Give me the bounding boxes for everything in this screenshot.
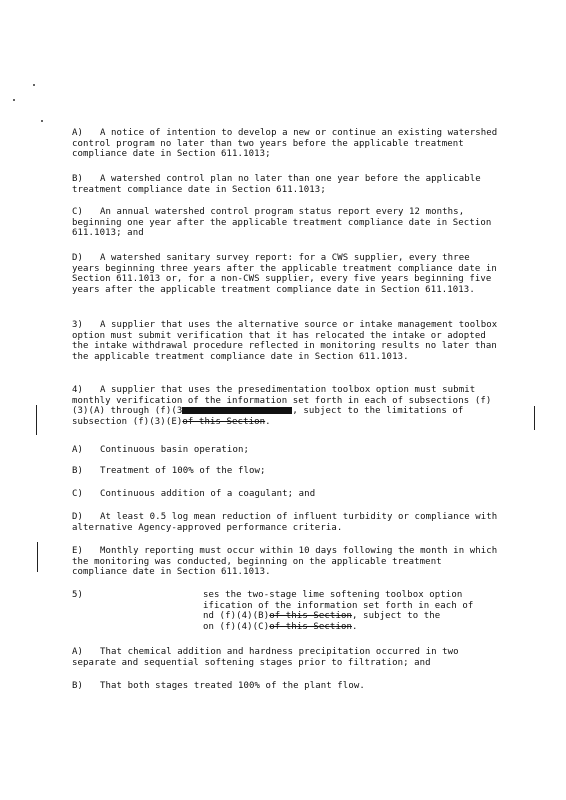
item-a-softening	[72, 647, 502, 668]
item-text: Monthly reporting must occur within 10 days following the month in which the monitoring was conducted, beginning on the applicable treatment compliance date in Section 611.1013.	[72, 546, 503, 577]
subsection-text: A notice of intention to develop a new or continue an existing watershed control program no later than two years before the applicable treatment compliance date in Section 611.1013;	[72, 128, 503, 159]
item-text: Continuous basin operation;	[100, 445, 249, 455]
paragraph-text-continued: , subject to the limitations of subsection (f)(3)(E)	[72, 406, 469, 427]
subsection-label: A)	[72, 128, 84, 138]
paragraph-text: A supplier that uses the alternative source or intake management toolbox option must submit verification that it has relocated the intake or adopted the intake withdrawal procedure reflected in monitoring results no later than the applicable treatment compliance date in Section 611.1013.	[72, 320, 503, 362]
item-text: That both stages treated 100% of the plant flow.	[100, 681, 365, 691]
scan-speck	[13, 99, 15, 101]
paragraph-end: .	[265, 416, 271, 427]
revision-bar	[36, 405, 37, 435]
subsection-text: An annual watershed control program status report every 12 months, beginning one year after the applicable treatment compliance date in Section 611.1013; and	[72, 207, 497, 238]
subsection-label: D)	[72, 253, 84, 263]
item-text: That chemical addition and hardness precipitation occurred in two separate and sequential softening stages prior to filtration; and	[72, 647, 465, 668]
subsection-b	[72, 174, 502, 195]
paragraph-label: 3)	[72, 320, 84, 330]
paragraph-line: on (f)(4)(C)	[203, 621, 270, 632]
item-label: C)	[72, 489, 84, 499]
struck-text: of this Section	[269, 621, 353, 632]
subsection-a	[72, 128, 502, 160]
paragraph-line: .	[352, 621, 358, 632]
paragraph-label: 5)	[72, 590, 84, 600]
item-text: Treatment of 100% of the flow;	[100, 466, 266, 476]
paragraph-text: A supplier that uses the presedimentation toolbox option must submit monthly verification of the information set forth in each of subsections (f)(3)(A) through (f)(3	[72, 385, 492, 416]
paragraph-3	[72, 320, 502, 362]
item-label: E)	[72, 546, 84, 556]
item-e	[72, 546, 502, 578]
item-d	[72, 512, 502, 533]
revision-bar	[37, 542, 38, 572]
item-label: B)	[72, 681, 84, 691]
item-label: A)	[72, 445, 84, 455]
struck-text: of this Section	[269, 611, 353, 621]
subsection-c	[72, 207, 502, 239]
item-label: B)	[72, 466, 84, 476]
item-b	[72, 466, 502, 477]
subsection-text: A watershed control plan no later than one year before the applicable treatment compliance date in Section 611.1013;	[72, 174, 487, 195]
struck-text: of this Section	[182, 416, 266, 427]
item-text: Continuous addition of a coagulant; and	[100, 489, 316, 499]
paragraph-line: nd (f)(4)(B)	[203, 611, 270, 621]
paragraph-4	[72, 385, 502, 427]
scan-speck	[33, 84, 35, 86]
revision-bar	[534, 406, 535, 430]
subsection-text: A watershed sanitary survey report: for a CWS supplier, every three years beginning three years after the applicable treatment compliance date in Section 611.1013 or, for a non-CWS supplier, every five years beginning five years after the applicable treatment compliance date in Section 611.1013.	[72, 253, 503, 295]
item-text: At least 0.5 log mean reduction of influent turbidity or compliance with alternative Agency-approved performance criteria.	[72, 512, 503, 533]
paragraph-5	[203, 590, 503, 632]
item-label: A)	[72, 647, 84, 657]
subsection-d	[72, 253, 502, 295]
scan-speck	[41, 120, 43, 122]
redaction-mark	[182, 407, 292, 414]
subsection-label: B)	[72, 174, 84, 184]
paragraph-line: ses the two-stage lime softening toolbox option	[203, 590, 463, 600]
paragraph-line: ification of the information set forth in each of	[203, 600, 474, 611]
paragraph-line: , subject to the	[352, 611, 441, 621]
paragraph-label: 4)	[72, 385, 84, 395]
item-b-softening	[72, 681, 502, 692]
subsection-label: C)	[72, 207, 84, 217]
item-c	[72, 489, 502, 500]
item-a	[72, 445, 502, 456]
item-label: D)	[72, 512, 84, 522]
